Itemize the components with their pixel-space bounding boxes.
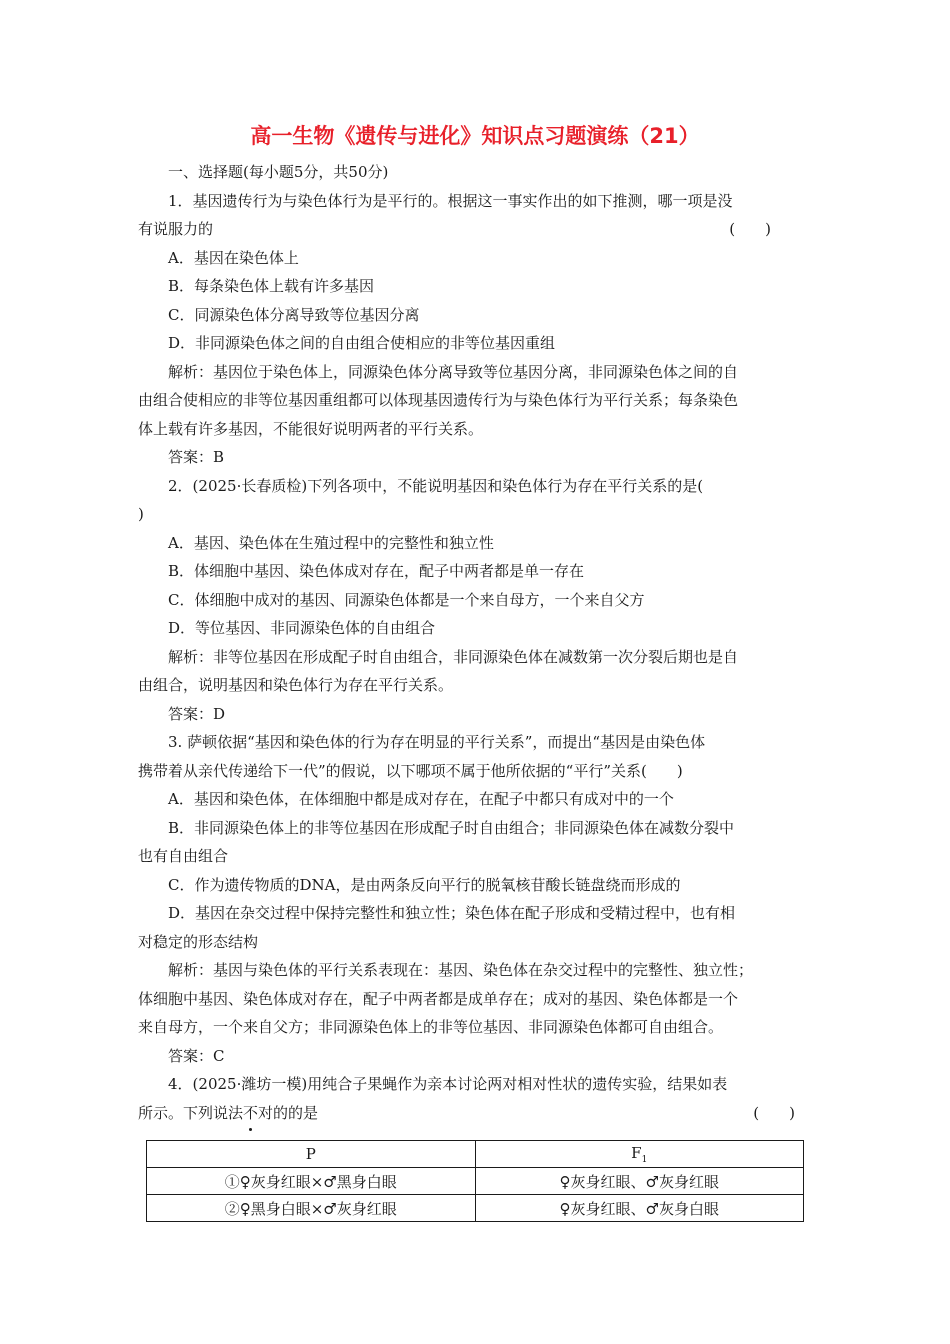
q1-option-d: D．非同源染色体之间的自由组合使相应的非等位基因重组	[168, 334, 556, 352]
table-row	[147, 1168, 804, 1195]
q3-option-d-cont: 对稳定的形态结构	[138, 932, 259, 951]
q2-analysis-line1: 解析：非等位基因在形成配子时自由组合，非同源染色体在减数第一次分裂后期也是自	[168, 647, 739, 666]
q3-analysis-line3: 来自母方，一个来自父方；非同源染色体上的非等位基因、非同源染色体都可自由组合。	[138, 1018, 724, 1036]
q1-analysis-line3: 体上载有许多基因，不能很好说明两者的平行关系。	[138, 419, 484, 438]
q2-stem-line1: 2．(2025·长春质检)下列各项中，不能说明基因和染色体行为存在平行关系的是(	[168, 476, 704, 495]
q3-option-a: A．基因和染色体，在体细胞中都是成对存在，在配子中都只有成对中的一个	[168, 790, 674, 808]
cross-2-parents: ②♀黑身白眼×♂灰身红眼	[147, 1195, 476, 1222]
q3-option-b: B．非同源染色体上的非等位基因在形成配子时自由组合；非同源染色体在减数分裂中	[168, 818, 735, 837]
q3-option-d: D．基因在杂交过程中保持完整性和独立性；染色体在配子形成和受精过程中，也有相	[168, 904, 736, 922]
cross-results-table	[146, 1140, 804, 1222]
q3-analysis-line2: 体细胞中基因、染色体成对存在，配子中两者都是成单存在；成对的基因、染色体都是一个	[138, 989, 739, 1008]
q1-stem-line2	[138, 215, 813, 244]
header-f1	[475, 1141, 804, 1168]
q3-answer: 答案：C	[168, 1046, 225, 1065]
q4-stem-line2	[138, 1099, 813, 1128]
q2-answer: 答案：D	[168, 704, 226, 723]
q1-answer-paren: ( )	[729, 220, 771, 238]
page-title: 高一生物《遗传与进化》知识点习题演练（21）	[250, 124, 700, 148]
q1-analysis-line2: 由组合使相应的非等位基因重组都可以体现基因遗传行为与染色体行为平行关系；每条染色	[138, 391, 739, 409]
q1-stem-text: 有说服力的	[138, 220, 214, 238]
q2-analysis-line2: 由组合，说明基因和染色体行为存在平行关系。	[138, 676, 454, 694]
q3-analysis-line1: 解析：基因与染色体的平行关系表现在：基因、染色体在杂交过程中的完整性、独立性；	[168, 961, 754, 979]
q3-stem-line2: 携带着从亲代传递给下一代”的假说，以下哪项不属于他所依据的“平行”关系( )	[138, 761, 683, 780]
q1-analysis-line1: 解析：基因位于染色体上，同源染色体分离导致等位基因分离，非同源染色体之间的自	[168, 362, 739, 381]
q2-option-a: A．基因、染色体在生殖过程中的完整性和独立性	[168, 533, 494, 552]
q3-stem-line1: 3. 萨顿依据“基因和染色体的行为存在明显的平行关系”，而提出“基因是由染色体	[168, 733, 706, 751]
header-f1-letter: F	[631, 1143, 642, 1162]
q3-option-c: C．作为遗传物质的DNA，是由两条反向平行的脱氧核苷酸长链盘绕而形成的	[168, 875, 681, 894]
q4-stem-post: 对的的是	[258, 1103, 319, 1122]
q1-option-b: B．每条染色体上载有许多基因	[168, 277, 375, 295]
table-row	[147, 1195, 804, 1222]
q4-stem-pre: 所示。下列说法	[138, 1103, 244, 1122]
q2-option-d: D．等位基因、非同源染色体的自由组合	[168, 619, 436, 637]
q4-answer-paren: ( )	[753, 1103, 795, 1122]
q4-emphasis-char: 不	[243, 1099, 258, 1128]
q3-option-b-cont: 也有自由组合	[138, 847, 229, 865]
q1-option-a: A．基因在染色体上	[168, 248, 299, 267]
cross-1-parents: ①♀灰身红眼×♂黑身白眼	[147, 1168, 476, 1195]
q1-option-c: C．同源染色体分离导致等位基因分离	[168, 305, 420, 324]
q1-answer: 答案：B	[168, 448, 225, 466]
table-header-row	[147, 1141, 804, 1168]
header-f1-subscript: 1	[641, 1154, 648, 1165]
q4-stem-line1: 4．(2025·潍坊一模)用纯合子果蝇作为亲本讨论两对相对性状的遗传实验，结果如表	[168, 1075, 728, 1093]
section-heading: 一、选择题(每小题5分，共50分)	[168, 163, 389, 181]
q2-option-c: C．体细胞中成对的基因、同源染色体都是一个来自母方，一个来自父方	[168, 590, 645, 609]
q2-stem-line2: )	[138, 505, 144, 523]
q2-option-b: B．体细胞中基因、染色体成对存在，配子中两者都是单一存在	[168, 562, 585, 580]
q1-stem-line1: 1．基因遗传行为与染色体行为是平行的。根据这一事实作出的如下推测，哪一项是没	[168, 191, 733, 210]
document-body	[138, 158, 813, 1127]
cross-2-offspring: ♀灰身红眼、♂灰身白眼	[475, 1195, 804, 1222]
cross-1-offspring: ♀灰身红眼、♂灰身红眼	[475, 1168, 804, 1195]
header-parent: P	[147, 1141, 476, 1168]
